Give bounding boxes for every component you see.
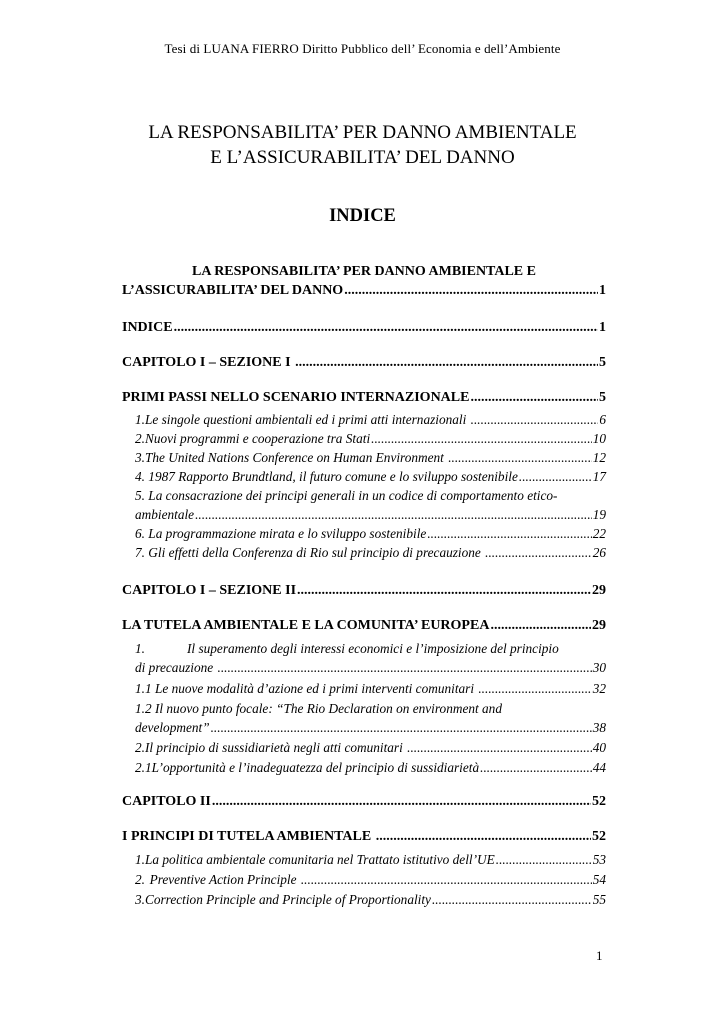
leader-dots [297, 581, 591, 600]
toc-page-number: 55 [592, 892, 606, 907]
title-line-1: LA RESPONSABILITA’ PER DANNO AMBIENTALE [148, 122, 577, 143]
toc-entry-text: La politica ambientale comunitaria nel Trattato istitutivo dell’UE [144, 852, 495, 867]
toc-subentry-2-3[interactable] [122, 699, 606, 737]
leader-dots [212, 792, 591, 811]
toc-entry-text: 3.The United Nations Conference on Human Environment [135, 450, 448, 465]
toc-page-number: 30 [592, 660, 606, 675]
toc-subentry-1-4[interactable] [122, 467, 606, 486]
toc-entry-primi-passi[interactable] [122, 388, 606, 407]
toc-entry-text: LA TUTELA AMBIENTALE E LA COMUNITA’ EUROPEA [122, 618, 490, 633]
toc-entry-title[interactable] [122, 262, 606, 300]
toc-subentry-1-1[interactable] [122, 410, 606, 429]
toc-subentry-1-3[interactable] [122, 448, 606, 467]
toc-entry-number: 2. [135, 872, 145, 887]
toc-entry-text: PRIMI PASSI NELLO SCENARIO INTERNAZIONALE [122, 390, 470, 405]
toc-page-number: 1 [599, 283, 606, 298]
indice-heading: INDICE [329, 206, 396, 226]
toc-entry-tutela-comunita-europea[interactable] [122, 616, 606, 635]
toc-entry-principi-tutela[interactable] [122, 827, 606, 846]
toc-entry-text: CAPITOLO II [122, 794, 211, 809]
toc-entry-capitolo-2[interactable] [122, 792, 606, 811]
toc-entry-capitolo-1-sezione-1[interactable] [122, 353, 606, 372]
toc-subentry-3-3[interactable] [122, 890, 606, 909]
toc-page-number: 54 [592, 872, 606, 887]
toc-entry-text: CAPITOLO I – SEZIONE I [122, 355, 295, 370]
leader-dots [344, 281, 598, 300]
toc-entry-text: ambientale [135, 507, 195, 522]
leader-dots [295, 353, 598, 372]
toc-entry-text-line: 1.2 Il nuovo punto focale: “The Rio Declaration on environment and [135, 701, 502, 716]
leader-dots [218, 658, 592, 677]
toc-page-number: 26 [592, 545, 606, 560]
toc-page-number: 19 [592, 507, 606, 522]
toc-entry-text: INDICE [122, 320, 173, 335]
toc-entry-indice[interactable] [122, 318, 606, 337]
toc-page-number: 52 [592, 829, 606, 844]
toc-subentry-1-6[interactable] [122, 524, 606, 543]
toc-subentry-3-1[interactable] [122, 850, 606, 869]
document-title [60, 120, 665, 170]
page-header: Tesi di LUANA FIERRO Diritto Pubblico dell’ Economia e dell’Ambiente [164, 41, 561, 56]
toc-entry-text: 4. 1987 Rapporto Brundtland, il futuro comune e lo sviluppo sostenibile [135, 469, 518, 484]
toc-subentry-3-2[interactable] [122, 870, 606, 889]
toc-entry-text: CAPITOLO I – SEZIONE II [122, 583, 297, 598]
toc-subentry-2-4[interactable] [122, 738, 606, 757]
toc-page-number: 10 [592, 431, 606, 446]
leader-dots [407, 738, 592, 757]
leader-dots [470, 388, 598, 407]
toc-page-number: 40 [592, 740, 606, 755]
toc-entry-number: 1. [135, 641, 145, 656]
toc-subentry-2-2[interactable] [122, 679, 606, 698]
leader-dots [480, 758, 592, 777]
leader-dots [485, 543, 592, 562]
toc-entry-text-line: 5. La consacrazione dei principi generali in un codice di comportamento etico- [135, 488, 558, 503]
leader-dots [301, 870, 592, 889]
toc-page-number: 12 [592, 450, 606, 465]
leader-dots [195, 505, 592, 524]
toc-subentry-1-2[interactable] [122, 429, 606, 448]
leader-dots [174, 318, 598, 337]
toc-page-number: 6 [599, 412, 606, 427]
toc-entry-text: Correction Principle and Principle of Proportionality [144, 892, 431, 907]
toc-entry-number: 1. [135, 852, 145, 867]
toc-entry-text: 1.Le singole questioni ambientali ed i primi atti internazionali [135, 412, 470, 427]
leader-dots [432, 890, 592, 909]
toc-page-number: 44 [592, 760, 606, 775]
title-line-2: E L’ASSICURABILITA’ DEL DANNO [210, 147, 515, 168]
toc-page-number: 29 [592, 583, 606, 598]
leader-dots [478, 679, 591, 698]
toc-page-number: 22 [592, 526, 606, 541]
toc-entry-text: development” [135, 720, 210, 735]
toc-entry-text: di precauzione [135, 660, 217, 675]
toc-entry-text: Preventive Action Principle [149, 872, 300, 887]
toc-subentry-1-5[interactable] [122, 486, 606, 524]
toc-entry-text: 2.Nuovi programmi e cooperazione tra Stati [135, 431, 371, 446]
toc-subentry-1-7[interactable] [122, 543, 606, 562]
toc-entry-capitolo-1-sezione-2[interactable] [122, 581, 606, 600]
toc-entry-text: L’opportunità e l’inadeguatezza del principio di sussidiarietà [151, 760, 480, 775]
toc-page-number: 29 [592, 618, 606, 633]
toc-page-number: 52 [592, 794, 606, 809]
leader-dots [471, 410, 599, 429]
toc-page-number: 1 [599, 320, 606, 335]
toc-page-number: 17 [592, 469, 606, 484]
toc-entry-text: I PRINCIPI DI TUTELA AMBIENTALE [122, 829, 375, 844]
toc-page-number: 5 [599, 355, 606, 370]
toc-page-number: 32 [592, 681, 606, 696]
leader-dots [519, 467, 592, 486]
toc-entry-number: 2. [135, 740, 145, 755]
leader-dots [490, 616, 591, 635]
leader-dots [211, 718, 592, 737]
toc-subentry-2-5[interactable] [122, 758, 606, 777]
toc-entry-text: 1.1 Le nuove modalità d’azione ed i primi interventi comunitari [135, 681, 478, 696]
toc-page-number: 38 [592, 720, 606, 735]
toc-entry-text: 7. Gli effetti della Conferenza di Rio sul principio di precauzione [135, 545, 485, 560]
toc-page-number: 53 [592, 852, 606, 867]
toc-entry-text-line: LA RESPONSABILITA’ PER DANNO AMBIENTALE E [192, 264, 536, 279]
leader-dots [371, 429, 592, 448]
leader-dots [427, 524, 591, 543]
toc-entry-text: 6. La programmazione mirata e lo sviluppo sostenibile [135, 526, 427, 541]
leader-dots [376, 827, 591, 846]
leader-dots [448, 448, 592, 467]
toc-subentry-2-1[interactable] [122, 639, 606, 677]
toc-entry-number: 2.1 [135, 760, 152, 775]
toc-entry-text: Il principio di sussidiarietà negli atti comunitari [144, 740, 407, 755]
toc-entry-text: L’ASSICURABILITA’ DEL DANNO [122, 283, 344, 298]
toc-entry-number: 3. [135, 892, 145, 907]
toc-page-number: 5 [599, 390, 606, 405]
leader-dots [496, 850, 592, 869]
toc-entry-text-line: Il superamento degli interessi economici e l’imposizione del principio [187, 641, 559, 656]
page-number: 1 [596, 948, 603, 963]
